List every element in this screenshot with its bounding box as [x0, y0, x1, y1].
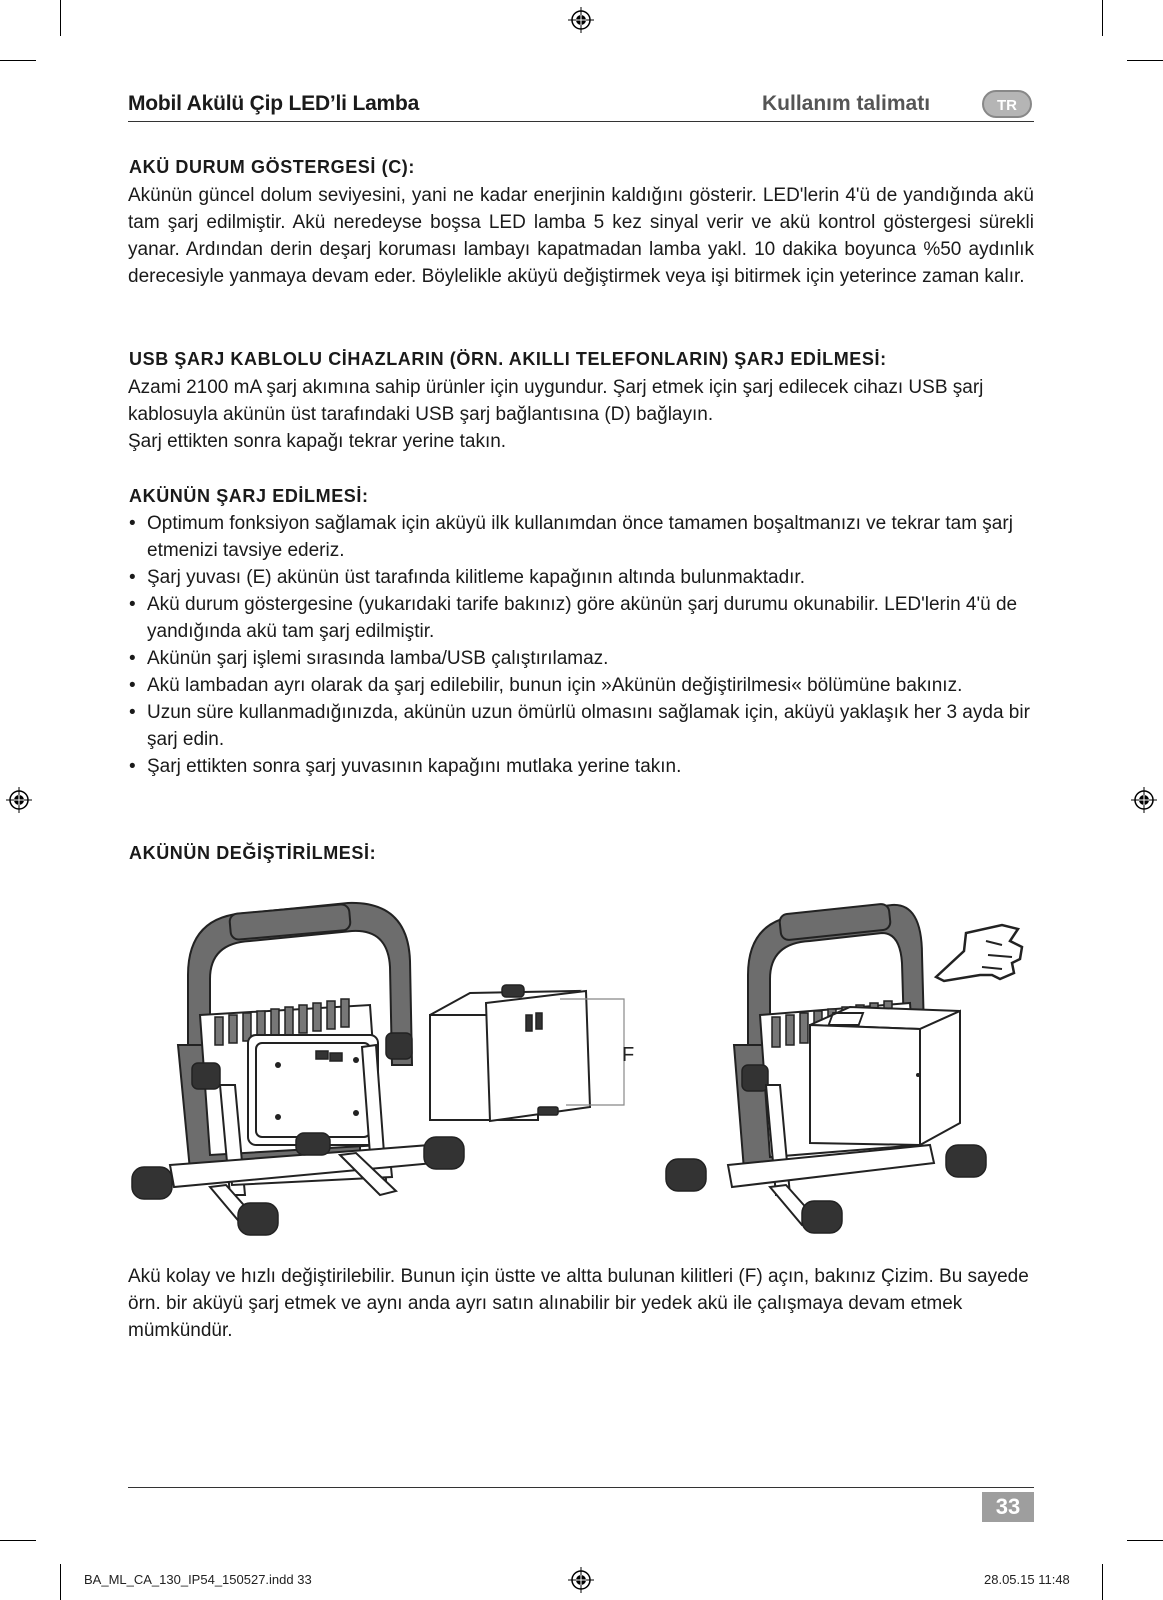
- charging-bullet-list: [128, 510, 1034, 780]
- heading-battery-replacement: AKÜNÜN DEĞİŞTİRİLMESİ:: [129, 843, 377, 863]
- pointing-hand-icon: [936, 925, 1022, 981]
- paragraph-battery-indicator: Akünün güncel dolum seviyesini, yani ne kadar enerjinin kaldığını gösterir. LED'lerin 4'ü de yandığında akü tam şarj edilmiştir. Akü neredeyse boşsa LED lamba 5 kez sinyal verir ve akü kontrol göstergesi sürekli yanar. Ardından derin deşarj koruması lambayı kapatmadan lamba yakl. 10 dakika boyunca %50 aydınlık derecesiyle yanmaya devam eder. Böylelikle aküyü değiştirmek veya işi bitirmek için yeterince zaman kalır.: [128, 185, 1034, 287]
- heading-usb-charging: USB ŞARJ KABLOLU CİHAZLARIN (ÖRN. AKILLI TELEFONLARIN) ŞARJ EDİLMESİ:: [129, 349, 887, 369]
- language-badge: TR: [982, 90, 1032, 118]
- list-item: • Şarj ettikten sonra şarj yuvasının kapağını mutlaka yerine takın.: [128, 753, 1034, 780]
- crop-mark: [1127, 1540, 1163, 1541]
- paragraph-usb-cover: Şarj ettikten sonra kapağı tekrar yerine takın.: [128, 431, 507, 452]
- section-title: Kullanım talimatı: [762, 92, 931, 115]
- figure-label-f: F: [622, 1044, 635, 1066]
- battery-replacement-illustration: [130, 895, 1040, 1265]
- paragraph-battery-replacement: Akü kolay ve hızlı değiştirilebilir. Bunun için üstte ve altta bulunan kilitleri (F) açın, bakınız Çizim. Bu sayede örn. bir aküyü şarj etmek ve aynı anda ayrı satın alınabilir bir yedek akü ile çalışmaya devam etmek mümkündür.: [128, 1266, 1029, 1341]
- crop-mark: [60, 1564, 61, 1600]
- heading-battery-indicator: AKÜ DURUM GÖSTERGESİ (C):: [129, 157, 415, 177]
- battery-pack-illustration: [430, 985, 624, 1121]
- heading-battery-charging: AKÜNÜN ŞARJ EDİLMESİ:: [129, 486, 369, 506]
- crop-mark: [1102, 1564, 1103, 1600]
- lamp-illustration-right: [666, 903, 986, 1233]
- crop-mark: [0, 60, 36, 61]
- header-divider: [128, 121, 1034, 122]
- crop-mark: [1102, 0, 1103, 36]
- registration-mark-icon: [6, 787, 32, 813]
- crop-mark: [0, 1540, 36, 1541]
- footer-divider: [128, 1487, 1034, 1488]
- list-item: • Uzun süre kullanmadığınızda, akünün uzun ömürlü olmasını sağlamak için, aküyü yaklaşık her 3 ayda bir şarj edin.: [128, 699, 1034, 753]
- list-item: • Akü lambadan ayrı olarak da şarj edilebilir, bunun için »Akünün değiştirilmesi« bölümüne bakınız.: [128, 672, 1034, 699]
- crop-mark: [60, 0, 61, 36]
- registration-mark-icon: [568, 1567, 594, 1593]
- registration-mark-icon: [1131, 787, 1157, 813]
- lamp-illustration-left: [132, 903, 464, 1235]
- paragraph-usb-charging: Azami 2100 mA şarj akımına sahip ürünler için uygundur. Şarj etmek için şarj edilecek cihazı USB şarj kablosuyla akünün üst tarafındaki USB şarj bağlantısına (D) bağlayın.: [128, 377, 984, 425]
- list-item: • Akünün şarj işlemi sırasında lamba/USB çalıştırılamaz.: [128, 645, 1034, 672]
- list-item: • Akü durum göstergesine (yukarıdaki tarife bakınız) göre akünün şarj durumu okunabilir. LED'lerin 4'ü de yandığında akü tam şarj edilmiştir.: [128, 591, 1034, 645]
- list-item: • Şarj yuvası (E) akünün üst tarafında kilitleme kapağının altında bulunmaktadır.: [128, 564, 1034, 591]
- print-date-time: 28.05.15 11:48: [984, 1572, 1070, 1587]
- list-item: • Optimum fonksiyon sağlamak için aküyü ilk kullanımdan önce tamamen boşaltmanızı ve tekrar tam şarj etmenizi tavsiye ederiz.: [128, 510, 1034, 564]
- document-title: Mobil Akülü Çip LED’li Lamba: [128, 92, 420, 115]
- crop-mark: [1127, 60, 1163, 61]
- file-slug: BA_ML_CA_130_IP54_150527.indd 33: [84, 1572, 312, 1587]
- page-number: 33: [982, 1492, 1034, 1522]
- registration-mark-icon: [568, 7, 594, 33]
